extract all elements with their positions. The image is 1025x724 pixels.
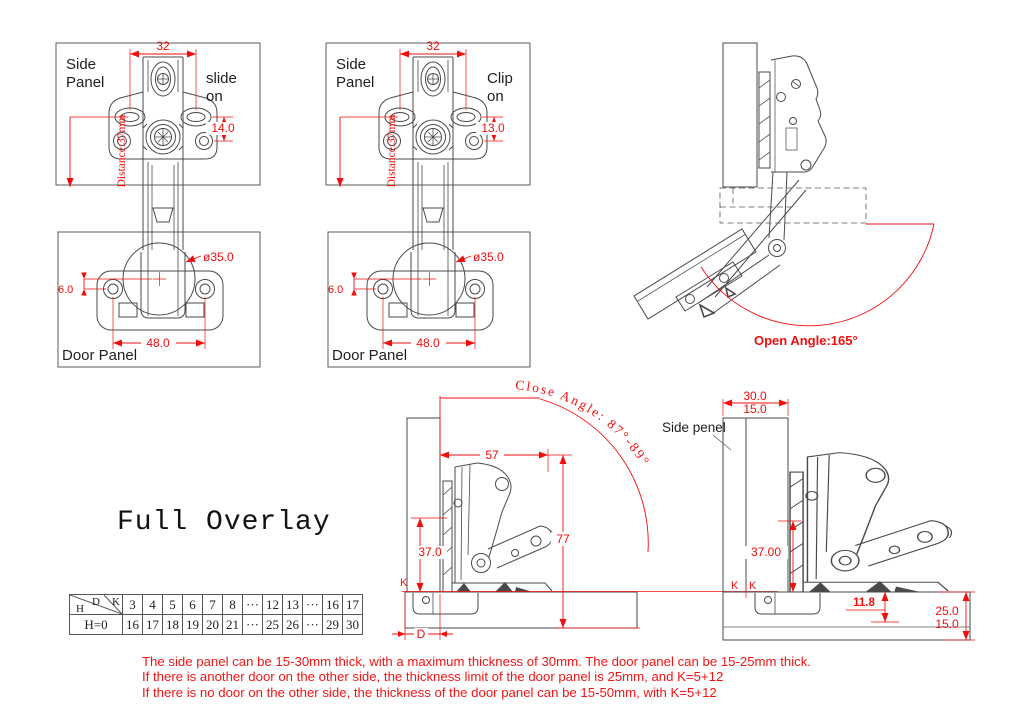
plate-drawing-clip-on: [326, 39, 530, 367]
h-value-cell: 17: [143, 615, 163, 635]
dim-panel-inner: 15.0: [743, 402, 767, 416]
k-label: K: [400, 577, 408, 589]
mount-type-label-line2: on: [206, 88, 223, 105]
spec-notes: [142, 654, 811, 700]
k-value-cell: 7: [203, 595, 223, 615]
k-value-cell: 13: [283, 595, 303, 615]
dim-panel-total: 30.0: [743, 389, 767, 403]
open-angle-drawing: [634, 43, 934, 348]
open-angle-label: Open Angle:165°: [754, 333, 858, 348]
corner-d: D: [92, 596, 100, 608]
side-panel-label-line1: Side: [336, 56, 367, 73]
h-value-cell: ···: [303, 615, 323, 635]
dim-foot-depth: 11.8: [853, 597, 875, 609]
note-line: If there is another door on the other side, the thickness limit of the door panel is 25mm, and K=5+12: [142, 669, 724, 685]
k-value-cell: 4: [143, 595, 163, 615]
k-label-2: K: [749, 580, 757, 592]
h-value-cell: 21: [223, 615, 243, 635]
mount-type-label-line2: on: [487, 88, 504, 105]
corner-k: K: [112, 596, 120, 608]
dim-cup-dia: ø35.0: [473, 250, 504, 264]
dim-depth: 57: [485, 448, 499, 462]
dim-width: 32: [426, 39, 440, 53]
h-value-cell: 20: [203, 615, 223, 635]
k-value-cell: ···: [243, 595, 263, 615]
dim-door-thick: 25.0: [935, 604, 959, 618]
k-value-cell: 3: [123, 595, 143, 615]
dim-hole-spacing: 14.0: [211, 121, 235, 135]
note-line: The side panel can be 15-30mm thick, with a maximum thickness of 30mm. The door panel can be 15-25mm thick.: [142, 654, 811, 669]
k-value-cell: 12: [263, 595, 283, 615]
dim-distance: Distance:37mm: [386, 114, 398, 188]
k-value-cell: 17: [343, 595, 363, 615]
drawing-title: Full Overlay: [117, 507, 331, 538]
dim-plate-height: 37.00: [750, 545, 782, 559]
dk-table: [69, 594, 363, 635]
h-value-cell: 29: [323, 615, 343, 635]
h-value-cell: 25: [263, 615, 283, 635]
dim-door-inner: 15.0: [935, 617, 959, 631]
close-angle-drawing: [392, 377, 778, 641]
h-value-cell: 30: [343, 615, 363, 635]
dim-distance: Distance:37mm: [116, 114, 128, 188]
dim-hole-span: 48.0: [146, 336, 170, 350]
dim-cup-dia: ø35.0: [203, 250, 234, 264]
close-angle-label: Close Angle: 87°-89°: [514, 377, 654, 470]
dim-cup-offset: 6.0: [58, 284, 74, 296]
table-corner-cell: [70, 595, 123, 615]
side-panel-label-line2: Panel: [66, 74, 105, 91]
mount-type-label-line1: slide: [206, 70, 237, 87]
dim-width: 32: [156, 39, 170, 53]
dim-cup-offset: 6.0: [328, 284, 344, 296]
k-value-cell: 8: [223, 595, 243, 615]
h-value-cell: 16: [123, 615, 143, 635]
side-panel-label-line2: Panel: [336, 74, 375, 91]
side-panel-label-line1: Side: [66, 56, 97, 73]
row-label-cell: H=0: [70, 615, 123, 635]
corner-diagonal: [70, 595, 122, 614]
plate-drawing-slide-on: [56, 39, 260, 367]
table-header-row: [70, 595, 363, 615]
side-panel-label: Side penel: [662, 420, 726, 435]
k-value-cell: ···: [303, 595, 323, 615]
mount-type-label-line1: Clip: [487, 70, 513, 87]
dim-plate-height: 37.0: [418, 545, 442, 559]
dim-height: 77: [556, 532, 570, 546]
k-value-cell: 5: [163, 595, 183, 615]
table-data-row: [70, 615, 363, 635]
dim-hole-spacing: 13.0: [481, 121, 505, 135]
note-line: If there is no door on the other side, the thickness of the door panel can be 15-50mm, with K=5+12: [142, 684, 717, 700]
k-label-1: K: [731, 580, 739, 592]
k-value-cell: 16: [323, 595, 343, 615]
h-value-cell: 19: [183, 615, 203, 635]
corner-h: H: [76, 603, 84, 614]
dim-hole-span: 48.0: [416, 336, 440, 350]
door-panel-label: Door Panel: [62, 347, 138, 364]
side-panel-drawing: [662, 389, 975, 640]
d-label: D: [416, 627, 426, 641]
h-value-cell: 26: [283, 615, 303, 635]
door-panel-label: Door Panel: [332, 347, 408, 364]
h-value-cell: 18: [163, 615, 183, 635]
h-value-cell: ···: [243, 615, 263, 635]
k-value-cell: 6: [183, 595, 203, 615]
